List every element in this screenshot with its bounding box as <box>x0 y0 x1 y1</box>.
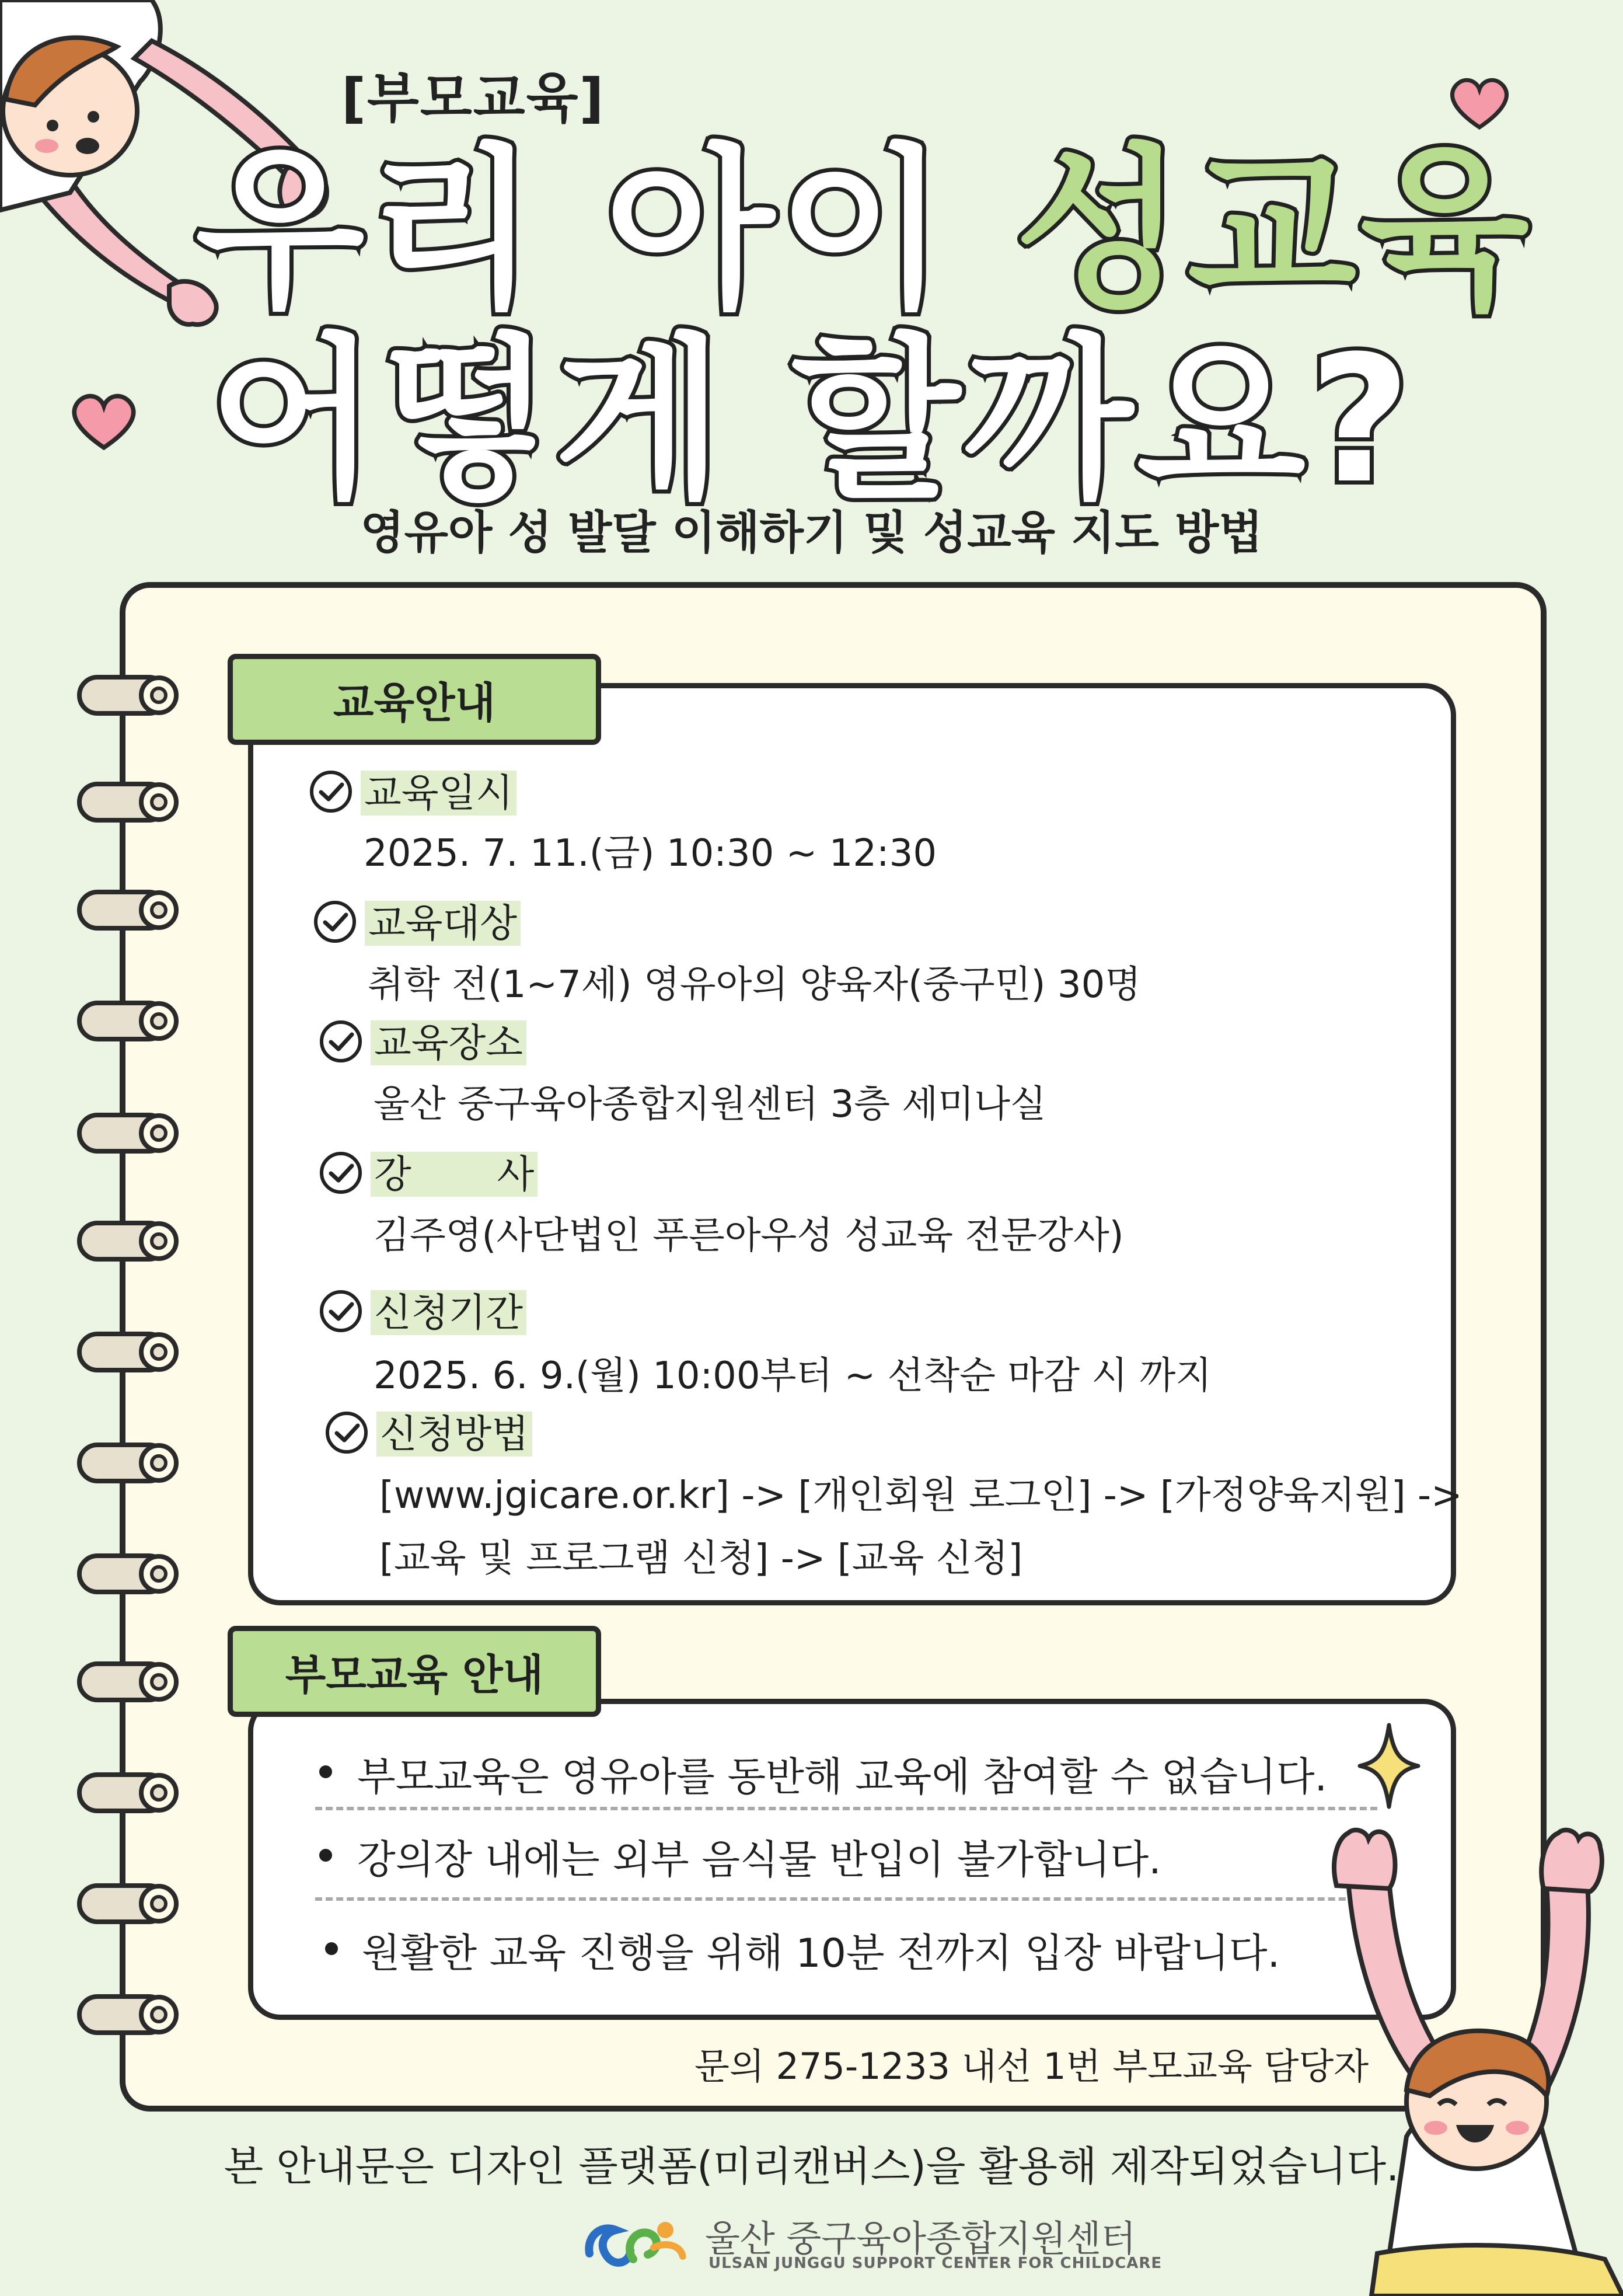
bullet-dot <box>325 1942 338 1955</box>
subtitle: 영유아 성 발달 이해하기 및 성교육 지도 방법 <box>360 507 1263 559</box>
sparkle-icon <box>1357 1722 1421 1810</box>
child-illustration-bottom-right <box>1313 1810 1623 2296</box>
footer-note: 본 안내문은 디자인 플랫폼(미리캔버스)을 활용해 제작되었습니다. <box>224 2142 1399 2190</box>
center-logo-name: 울산 중구육아종합지원센터 <box>705 2217 1136 2260</box>
contact-info: 문의 275-1233 내선 1번 부모교육 담당자 <box>694 2045 1369 2088</box>
notebook-ring-icon <box>77 1550 179 1598</box>
main-title-line1: 우리 아이 성교육 <box>195 128 1533 332</box>
info-item-value-line2: [교육 및 프로그램 신청] -> [교육 신청] <box>379 1537 1023 1580</box>
bracket-title: [부모교육] <box>341 67 605 130</box>
info-item-label: 강 사 <box>371 1143 537 1198</box>
bullet-dot <box>319 1765 332 1778</box>
center-logo-subtitle: ULSAN JUNGGU SUPPORT CENTER FOR CHILDCARE <box>708 2255 1163 2272</box>
notebook-ring-icon <box>77 1439 179 1487</box>
check-circle-icon <box>318 1150 364 1196</box>
info-item-value: [www.jgicare.or.kr] -> [개인회원 로그인] -> [가정양육지원] -> <box>379 1474 1463 1517</box>
info-item-value: 취학 전(1~7세) 영유아의 양육자(중구민) 30명 <box>368 963 1142 1006</box>
notebook-ring-icon <box>77 1769 179 1817</box>
info-item-label: 신청방법 <box>376 1403 532 1458</box>
check-circle-icon <box>318 1288 364 1334</box>
info-item-label: 신청기간 <box>371 1281 526 1337</box>
info-item-value: 2025. 7. 11.(금) 10:30 ~ 12:30 <box>364 832 937 875</box>
notice-bullet: 강의장 내에는 외부 음식물 반입이 불가합니다. <box>357 1837 1161 1883</box>
heart-icon <box>1447 75 1512 133</box>
notebook-ring-icon <box>77 1658 179 1706</box>
check-circle-icon <box>308 769 354 814</box>
bullet-dot <box>319 1849 332 1862</box>
info-item-label: 교육일시 <box>361 762 516 817</box>
info-item-label: 교육대상 <box>365 892 521 947</box>
main-title-line2: 어떻게 할까요? <box>208 318 1415 522</box>
check-circle-icon <box>318 1019 364 1064</box>
divider <box>315 1807 1377 1810</box>
info-item-value: 2025. 6. 9.(월) 10:00부터 ~ 선착순 마감 시 까지 <box>374 1354 1212 1398</box>
notebook-ring-icon <box>77 997 179 1045</box>
info-tab: 교육안내 <box>228 654 601 745</box>
notebook-ring-icon <box>77 1217 179 1265</box>
notebook-ring-icon <box>77 1328 179 1376</box>
check-circle-icon <box>312 899 358 945</box>
notice-bullet: 부모교육은 영유아를 동반해 교육에 참여할 수 없습니다. <box>357 1754 1328 1800</box>
notice-tab: 부모교육 안내 <box>228 1626 601 1717</box>
notebook-ring-icon <box>77 778 179 826</box>
info-item-value: 김주영(사단법인 푸른아우성 성교육 전문강사) <box>374 1214 1124 1257</box>
notebook-ring-icon <box>77 1109 179 1157</box>
info-item-label: 교육장소 <box>371 1012 526 1067</box>
notebook-ring-icon <box>77 1991 179 2039</box>
notice-bullet: 원활한 교육 진행을 위해 10분 전까지 입장 바랍니다. <box>362 1931 1280 1977</box>
info-item-value: 울산 중구육아종합지원센터 3층 세미나실 <box>374 1083 1046 1126</box>
divider <box>315 1897 1377 1901</box>
center-logo-icon <box>584 2213 686 2274</box>
check-circle-icon <box>324 1410 369 1455</box>
notebook-ring-icon <box>77 1880 179 1928</box>
notebook-ring-icon <box>77 886 179 934</box>
notebook-ring-icon <box>77 671 179 719</box>
